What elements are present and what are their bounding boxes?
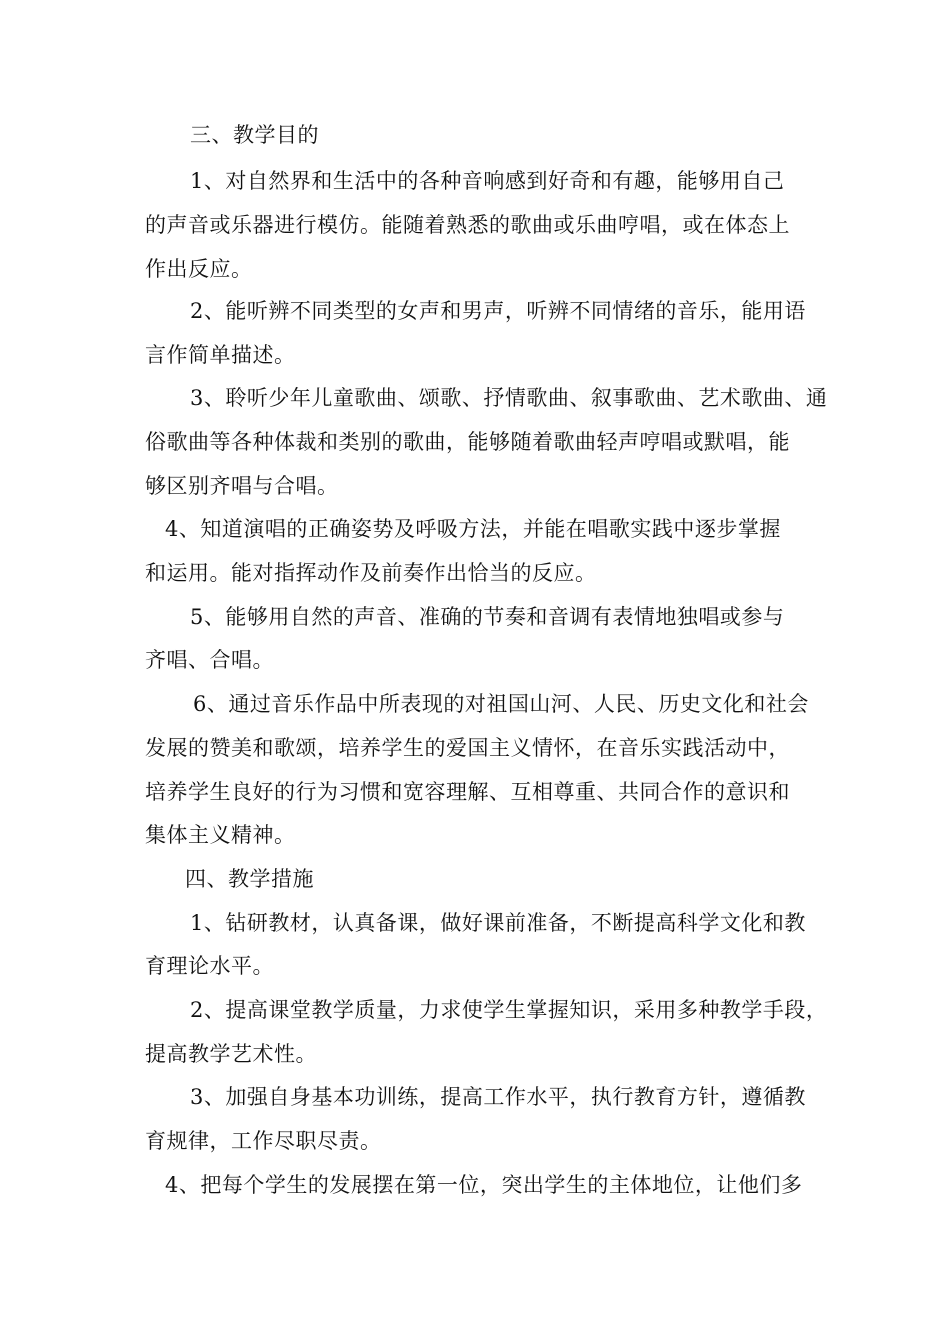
paragraph-line: 提高教学艺术性。 (145, 1042, 317, 1066)
section-heading-teaching-measures: 四、教学措施 (185, 867, 314, 891)
paragraph-line: 2、能听辨不同类型的女声和男声，听辨不同情绪的音乐，能用语 (190, 299, 806, 323)
paragraph-line: 2、提高课堂教学质量，力求使学生掌握知识，采用多种教学手段， (190, 998, 828, 1022)
paragraph-line: 5、能够用自然的声音、准确的节奏和音调有表情地独唱或参与 (190, 605, 785, 629)
paragraph-line: 育规律，工作尽职尽责。 (145, 1129, 382, 1153)
paragraph-line: 育理论水平。 (145, 954, 274, 978)
paragraph-line: 和运用。能对指挥动作及前奏作出恰当的反应。 (145, 561, 597, 585)
paragraph-line: 3、加强自身基本功训练，提高工作水平，执行教育方针，遵循教 (190, 1085, 806, 1109)
paragraph-line: 3、聆听少年儿童歌曲、颂歌、抒情歌曲、叙事歌曲、艺术歌曲、通 (190, 386, 828, 410)
paragraph-line: 集体主义精神。 (145, 823, 296, 847)
section-heading-teaching-goals: 三、教学目的 (190, 123, 319, 147)
paragraph-line: 1、钻研教材，认真备课，做好课前准备，不断提高科学文化和教 (190, 911, 806, 935)
paragraph-line: 4、把每个学生的发展摆在第一位，突出学生的主体地位，让他们多 (165, 1173, 803, 1197)
paragraph-line: 发展的赞美和歌颂，培养学生的爱国主义情怀，在音乐实践活动中， (145, 736, 790, 760)
paragraph-line: 言作简单描述。 (145, 343, 296, 367)
paragraph-line: 俗歌曲等各种体裁和类别的歌曲，能够随着歌曲轻声哼唱或默唱，能 (145, 430, 790, 454)
paragraph-line: 的声音或乐器进行模仿。能随着熟悉的歌曲或乐曲哼唱，或在体态上 (145, 213, 790, 237)
paragraph-line: 培养学生良好的行为习惯和宽容理解、互相尊重、共同合作的意识和 (145, 780, 790, 804)
paragraph-line: 4、知道演唱的正确姿势及呼吸方法，并能在唱歌实践中逐步掌握 (165, 517, 781, 541)
paragraph-line: 作出反应。 (145, 257, 253, 281)
paragraph-line: 1、对自然界和生活中的各种音响感到好奇和有趣，能够用自己 (190, 169, 785, 193)
paragraph-line: 够区别齐唱与合唱。 (145, 474, 339, 498)
paragraph-line: 6、通过音乐作品中所表现的对祖国山河、人民、历史文化和社会 (193, 692, 809, 716)
paragraph-line: 齐唱、合唱。 (145, 648, 274, 672)
